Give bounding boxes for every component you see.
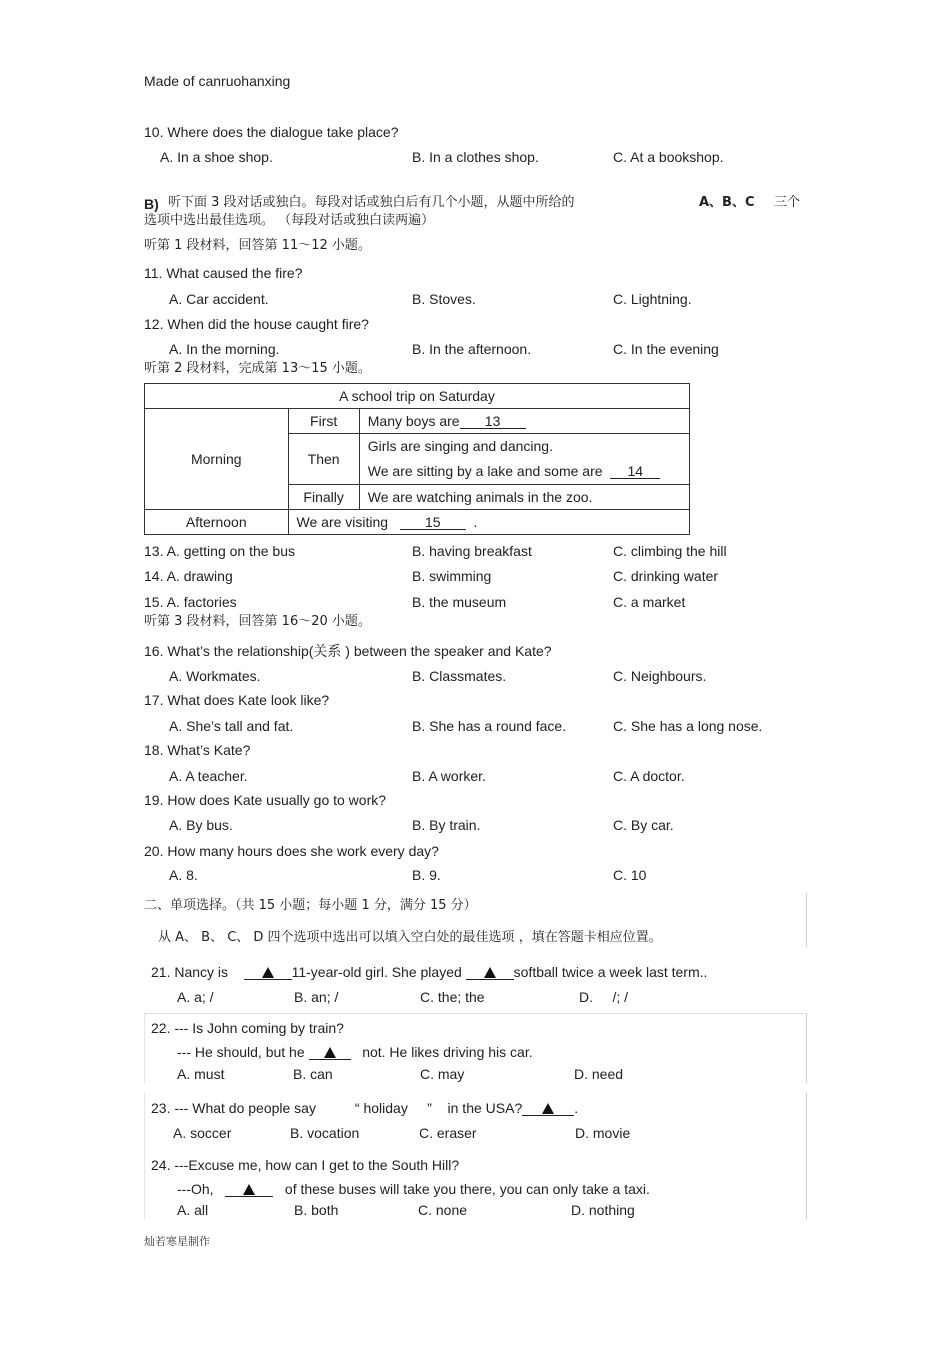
blank-24	[225, 1182, 273, 1197]
triangle-marker-icon	[542, 1103, 554, 1114]
section2-title: 二、单项选择。（共 15 小题；每小题 1 分，满分 15 分）	[144, 898, 477, 913]
q23-stem-a: 23. --- What do people say	[151, 1100, 316, 1116]
option-21b: B. an; /	[294, 989, 339, 1005]
part3-heading: 听第 3 段材料，回答第 16～20 小题。	[144, 614, 371, 629]
table-first-cell: First	[288, 409, 359, 434]
option-22d: D. need	[574, 1066, 624, 1082]
option-18a: A. A teacher.	[169, 768, 248, 784]
option-20b: B. 9.	[412, 867, 441, 883]
option-24c: C. none	[418, 1202, 468, 1218]
page-header: Made of canruohanxing	[144, 73, 291, 89]
table-afternoon-cell: Afternoon	[145, 510, 289, 535]
option-14b: B. swimming	[412, 568, 492, 584]
q23-quote-close: ”	[427, 1100, 432, 1116]
option-12c: C. In the evening	[613, 341, 719, 357]
q23-quote-open: “	[354, 1100, 360, 1116]
q22-top-rule	[144, 1013, 807, 1014]
option-10c: C. At a bookshop.	[613, 149, 724, 165]
option-17b: B. She has a round face.	[412, 718, 567, 734]
section-b-abc: A、B、C	[699, 195, 755, 210]
part1-heading: 听第 1 段材料，回答第 11～12 小题。	[144, 238, 371, 253]
table-title: A school trip on Saturday	[145, 384, 690, 409]
then-text-1: Girls are singing and dancing.	[367, 438, 553, 454]
section-b-line1: 听下面 3 段对话或独白。每段对话或独白后有几个小题，从题中所给的	[168, 195, 575, 210]
option-22a: A. must	[177, 1066, 225, 1082]
option-15c: C. a market	[613, 594, 686, 610]
triangle-marker-icon	[484, 967, 496, 978]
question-17-stem: 17. What does Kate look like?	[144, 692, 330, 708]
blank-23	[522, 1101, 574, 1116]
option-15a: 15. A. factories	[144, 594, 237, 610]
option-22c: C. may	[420, 1066, 465, 1082]
option-23b: B. vocation	[290, 1125, 360, 1141]
school-trip-table	[144, 383, 690, 535]
option-11b: B. Stoves.	[412, 291, 476, 307]
part2-heading: 听第 2 段材料，完成第 13～15 小题。	[144, 361, 371, 376]
question-20-stem: 20. How many hours does she work every day?	[144, 843, 439, 859]
table-then-text-cell	[359, 434, 689, 485]
q23-left-rule	[144, 1092, 145, 1220]
question-22-stem: 22. --- Is John coming by train?	[151, 1020, 344, 1036]
table-finally-cell: Finally	[288, 485, 359, 510]
then-text-2: We are sitting by a lake and some are	[367, 463, 603, 479]
q22-line2a: --- He should, but he	[177, 1044, 305, 1060]
option-13b: B. having breakfast	[412, 543, 532, 559]
section2-instructions: 从 A、 B、 C、 D 四个选项中选出可以填入空白处的最佳选项 ，填在答题卡相应位置。	[158, 930, 662, 945]
option-14c: C. drinking water	[613, 568, 719, 584]
option-10a: A. In a shoe shop.	[160, 149, 273, 165]
question-24-line2	[177, 1181, 650, 1197]
question-16-stem: 16. What’s the relationship(关系 ) between the speaker and Kate?	[144, 643, 552, 659]
option-11c: C. Lightning.	[613, 291, 692, 307]
section-b-tag: B)	[144, 196, 159, 212]
table-first-text-cell	[359, 409, 689, 434]
triangle-marker-icon	[262, 967, 274, 978]
blank-14: 14	[610, 464, 660, 479]
q23-end: .	[574, 1100, 579, 1116]
option-23c: C. eraser	[419, 1125, 477, 1141]
triangle-marker-icon	[324, 1047, 336, 1058]
q24-line2b: of these buses will take you there, you can only take a taxi.	[284, 1181, 650, 1197]
option-17a: A. She’s tall and fat.	[169, 718, 294, 734]
first-text: Many boys are	[367, 413, 460, 429]
option-12a: A. In the morning.	[169, 341, 280, 357]
option-23d: D. movie	[575, 1125, 631, 1141]
question-12-stem: 12. When did the house caught fire?	[144, 316, 369, 332]
blank-22	[309, 1045, 351, 1060]
q23-right-rule	[806, 1092, 807, 1220]
question-18-stem: 18. What’s Kate?	[144, 742, 251, 758]
option-19b: B. By train.	[412, 817, 481, 833]
question-10-stem: 10. Where does the dialogue take place?	[144, 124, 399, 140]
option-17c: C. She has a long nose.	[613, 718, 763, 734]
option-13c: C. climbing the hill	[613, 543, 727, 559]
page-footer: 灿若寒星制作	[144, 1235, 210, 1248]
option-14a: 14. A. drawing	[144, 568, 233, 584]
q22-right-rule	[806, 1013, 807, 1083]
question-22-line2	[177, 1044, 533, 1060]
blank-21b	[466, 965, 514, 980]
table-then-cell: Then	[288, 434, 359, 485]
section-b-line1-end: 三个	[774, 195, 801, 210]
q22-left-rule	[144, 1013, 145, 1083]
table-afternoon-text-cell	[288, 510, 689, 535]
option-23a: A. soccer	[173, 1125, 232, 1141]
q23-stem-b: in the USA?	[447, 1100, 523, 1116]
option-12b: B. In the afternoon.	[412, 341, 532, 357]
option-11a: A. Car accident.	[169, 291, 269, 307]
option-18c: C. A doctor.	[613, 768, 685, 784]
option-22b: B. can	[293, 1066, 333, 1082]
section2-right-rule	[806, 893, 807, 947]
option-10b: B. In a clothes shop.	[412, 149, 539, 165]
blank-15: 15	[400, 515, 466, 530]
afternoon-period: .	[473, 514, 478, 530]
q21-end: softball twice a week last term..	[513, 964, 708, 980]
blank-13: 13	[460, 414, 526, 429]
option-21a: A. a; /	[177, 989, 214, 1005]
q23-word: holiday	[363, 1100, 408, 1116]
afternoon-text: We are visiting	[296, 514, 389, 530]
option-16b: B. Classmates.	[412, 668, 507, 684]
blank-21a	[244, 965, 292, 980]
option-15b: B. the museum	[412, 594, 507, 610]
triangle-marker-icon	[243, 1184, 255, 1195]
option-20a: A. 8.	[169, 867, 198, 883]
option-13a: 13. A. getting on the bus	[144, 543, 296, 559]
option-24b: B. both	[294, 1202, 339, 1218]
option-24a: A. all	[177, 1202, 209, 1218]
option-19c: C. By car.	[613, 817, 674, 833]
q21-mid: 11-year-old girl. She played	[291, 964, 462, 980]
option-16a: A. Workmates.	[169, 668, 261, 684]
q21-num: 21. Nancy is	[151, 964, 229, 980]
option-21c: C. the; the	[420, 989, 485, 1005]
option-19a: A. By bus.	[169, 817, 233, 833]
question-23-line	[151, 1100, 578, 1116]
section-b-line2: 选项中选出最佳选项。 （每段对话或独白读两遍）	[144, 213, 435, 228]
question-11-stem: 11. What caused the fire?	[144, 265, 303, 281]
option-20c: C. 10	[613, 867, 647, 883]
option-18b: B. A worker.	[412, 768, 486, 784]
question-24-stem: 24. ---Excuse me, how can I get to the South Hill?	[151, 1157, 460, 1173]
option-21d: D. /; /	[579, 989, 629, 1005]
option-16c: C. Neighbours.	[613, 668, 707, 684]
question-19-stem: 19. How does Kate usually go to work?	[144, 792, 387, 808]
q22-line2b: not. He likes driving his car.	[362, 1044, 533, 1060]
table-morning-cell: Morning	[145, 409, 289, 510]
q24-line2a: ---Oh,	[177, 1181, 214, 1197]
table-finally-text-cell: We are watching animals in the zoo.	[359, 485, 689, 510]
option-24d: D. nothing	[571, 1202, 635, 1218]
question-21-line	[151, 964, 707, 980]
